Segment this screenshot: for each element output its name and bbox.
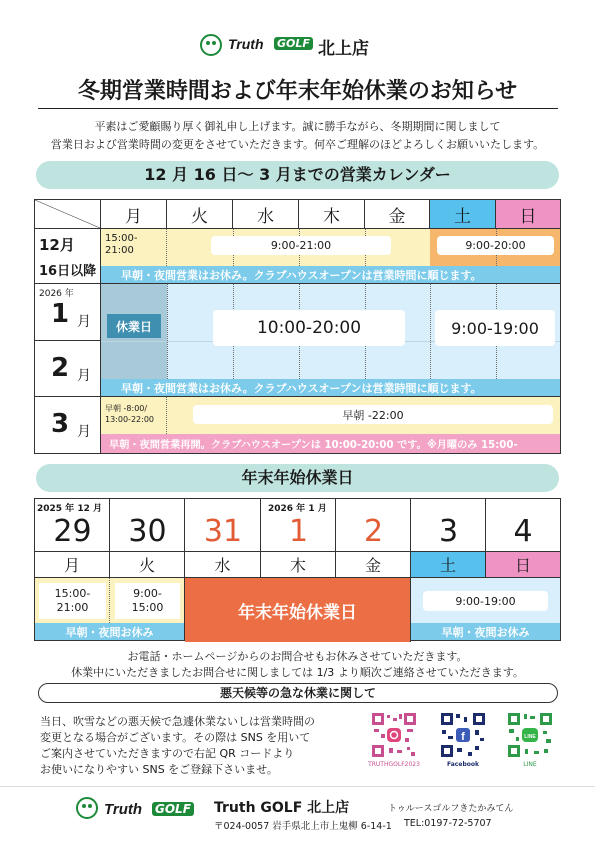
- date-4: 4: [513, 513, 533, 549]
- weather-line-3: ご案内させていただきますので右記 QR コードより: [40, 747, 295, 760]
- hweekend-hours: 9:00-19:00: [423, 591, 548, 611]
- weekday-note: 早朝・夜間お休み: [35, 623, 185, 640]
- year-2025-label: 2025 年 12 月: [37, 504, 102, 514]
- feb-label-cell: [35, 341, 101, 397]
- closed-day-badge: 休業日: [107, 314, 161, 338]
- year-end-closed-block: 年末年始休業日: [185, 578, 411, 642]
- footer-divider: [0, 786, 595, 787]
- holiday-heading: 年末年始休業日: [36, 464, 559, 492]
- hday-sun: 日: [486, 552, 560, 578]
- year-2026-label: 2026 年: [39, 289, 74, 299]
- feb-month-suffix: 月: [77, 368, 91, 384]
- year-2026-jan-label: 2026 年 1 月: [268, 504, 327, 514]
- facebook-qr-code[interactable]: [440, 712, 486, 758]
- date-2: 2: [363, 513, 384, 549]
- footer-store-name: Truth GOLF 北上店: [214, 800, 350, 816]
- instagram-qr-code[interactable]: [371, 712, 417, 758]
- mar-month-suffix: 月: [77, 424, 91, 440]
- contact-line-2: 休業中にいただきましたお問合せに関しましては 1/3 より順次ご連絡させていただきます。: [71, 666, 524, 679]
- header-logo: [200, 34, 410, 58]
- mar-mon-hours: 早朝 -8:00/ 13:00-22:00: [105, 404, 154, 424]
- calendar-table: [34, 199, 561, 454]
- weather-heading: 悪天候等の急な休業に関して: [38, 683, 558, 703]
- day-header-sat: 土: [430, 200, 496, 229]
- logo-brand: Truth: [228, 36, 264, 52]
- day-header-fri: 金: [365, 200, 430, 229]
- hday-sat: 土: [411, 552, 486, 578]
- weather-line-2: 変更となる場合がございます。その際は SNS を用いて: [40, 731, 311, 744]
- holiday-table: [34, 498, 561, 641]
- janfeb-weekend-hours: 9:00-19:00: [435, 310, 555, 346]
- intro-line-1: 平素はご愛顧賜り厚く御礼申し上げます。誠に勝手ながら、冬期期間に関しまして: [94, 120, 501, 133]
- jan-label-cell: [35, 284, 101, 341]
- day-header-thu: 木: [299, 200, 365, 229]
- calendar-heading: 12 月 16 日～ 3 月までの営業カレンダー: [36, 161, 559, 189]
- day-header-tue: 火: [167, 200, 233, 229]
- divider-dot: [167, 284, 168, 379]
- store-name: 北上店: [318, 39, 369, 59]
- line-qr-label: LINE: [523, 761, 537, 768]
- line-qr-code[interactable]: [507, 712, 553, 758]
- footer-logo-brand: Truth: [104, 801, 143, 818]
- janfeb-weekday-hours: 10:00-20:00: [213, 310, 405, 346]
- page-title: 冬期営業時間および年末年始休業のお知らせ: [77, 79, 518, 104]
- golf-ball-icon: [200, 34, 222, 56]
- hday-wed: 水: [185, 552, 261, 578]
- hday-tue: 火: [110, 552, 185, 578]
- footer-tel: TEL:0197-72-5707: [404, 818, 492, 829]
- feb-month-number: 2: [51, 353, 70, 383]
- date-1: 1: [288, 513, 309, 549]
- weather-line-4: お使いになりやすい SNS をご登録下さいませ。: [40, 763, 278, 776]
- dec-weekend-hours: 9:00-20:00: [437, 236, 554, 255]
- svg-text:LINE: LINE: [524, 734, 536, 740]
- instagram-qr-label: TRUTHGOLF2023: [368, 761, 420, 768]
- dec-mon-hours: 15:00- 21:00: [105, 233, 138, 256]
- jan-month-suffix: 月: [77, 314, 91, 330]
- weekend-note: 早朝・夜間お休み: [411, 623, 560, 640]
- dec-day-label: 16日以降: [39, 264, 97, 279]
- footer-address: 〒024-0057 岩手県北上市上鬼柳 6-14-1: [214, 821, 392, 832]
- mar-rest-hours: 早朝 -22:00: [193, 405, 553, 424]
- day-header-sun: 日: [496, 200, 560, 229]
- mar-month-number: 3: [51, 409, 70, 439]
- footer-logo-golf: GOLF: [152, 802, 194, 816]
- date-31: 31: [203, 513, 243, 549]
- weather-line-1: 当日、吹雪などの悪天候で急遽休業ないしは営業時間の: [40, 715, 315, 728]
- hday-fri: 金: [336, 552, 411, 578]
- logo-golf: GOLF: [274, 37, 313, 50]
- hmon-hours: 15:00- 21:00: [39, 583, 106, 619]
- golf-ball-icon: [76, 797, 98, 819]
- divider-dot: [430, 284, 431, 379]
- dec-label-cell: [35, 229, 101, 284]
- jan-month-number: 1: [51, 299, 70, 329]
- calendar-corner: [35, 200, 101, 229]
- footer-logo: [76, 797, 206, 823]
- title-divider: [38, 108, 558, 109]
- date-30: 30: [128, 513, 167, 549]
- intro-line-2: 営業日および営業時間の変更をさせていただきます。何卒ご理解のほどよろしくお願いいたします。: [50, 138, 545, 151]
- janfeb-note: 早朝・夜間営業はお休み。クラブハウスオープンは営業時間に順じます。: [101, 379, 560, 397]
- mar-label-cell: [35, 397, 101, 453]
- svg-text:f: f: [461, 731, 465, 743]
- hday-mon: 月: [35, 552, 110, 578]
- day-header-mon: 月: [101, 200, 167, 229]
- facebook-qr-label: Facebook: [447, 761, 479, 768]
- htue-hours: 9:00- 15:00: [115, 583, 180, 619]
- contact-line-1: お電話・ホームページからのお問合せもお休みさせていただきます。: [127, 650, 468, 663]
- footer-store-kana: トゥルースゴルフきたかみてん: [388, 804, 514, 814]
- date-29: 29: [53, 513, 92, 549]
- day-header-wed: 水: [233, 200, 299, 229]
- dec-note: 早朝・夜間営業はお休み。クラブハウスオープンは営業時間に順じます。: [101, 266, 560, 284]
- dec-weekday-hours: 9:00-21:00: [211, 236, 391, 255]
- mar-note: 早朝・夜間営業再開。クラブハウスオープンは 10:00-20:00 です。※月曜のみ 15:00-: [101, 434, 560, 453]
- hday-thu: 木: [261, 552, 336, 578]
- dec-month-label: 12月: [39, 236, 75, 254]
- date-3: 3: [438, 513, 459, 549]
